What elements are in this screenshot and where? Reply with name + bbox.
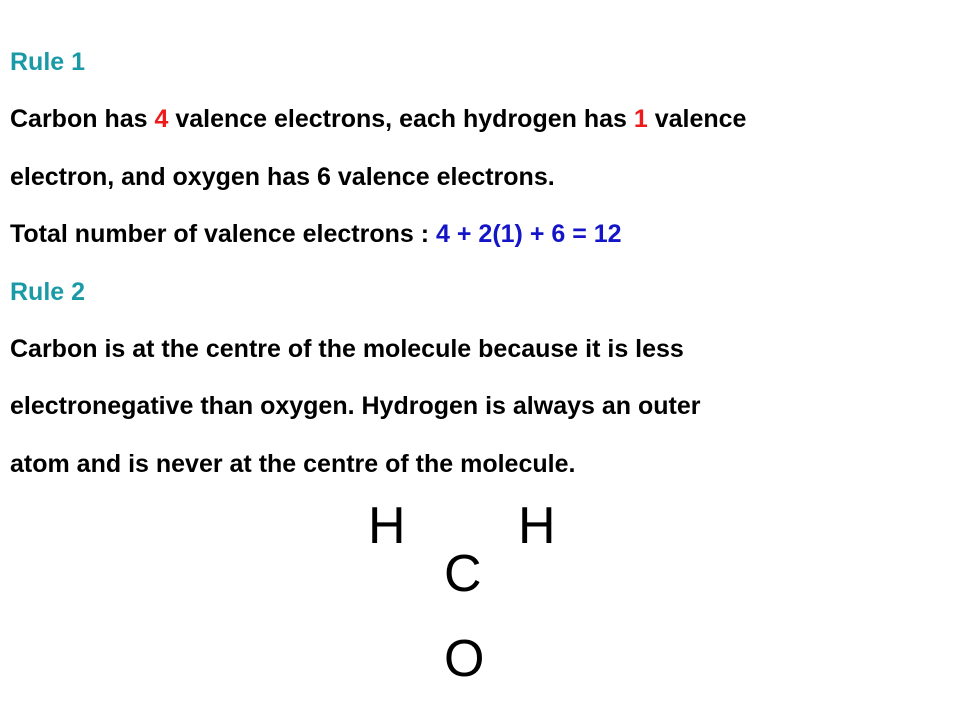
rule-1-line-2: electron, and oxygen has 6 valence electrons. (10, 162, 555, 191)
total-valence-line (10, 206, 955, 263)
slide-body (10, 34, 955, 493)
hydrogen-valence-count: 1 (633, 105, 648, 134)
atom-oxygen: O (444, 630, 485, 688)
rule-2-heading: Rule 2 (10, 277, 86, 306)
atom-hydrogen-left: H (368, 497, 406, 555)
rule-2-line-3: atom and is never at the centre of the molecule. (10, 449, 576, 478)
rule-1-line-1 (10, 91, 955, 148)
rule-1-line-1-part-c: valence (647, 105, 747, 134)
atom-carbon: C (444, 545, 482, 603)
atom-hydrogen-right: H (518, 497, 556, 555)
total-valence-equation: 4 + 2(1) + 6 = 12 (436, 220, 622, 249)
total-valence-label: Total number of valence electrons : (10, 220, 437, 249)
rule-1-line-1-part-a: Carbon has (10, 105, 155, 134)
rule-1-heading: Rule 1 (10, 48, 86, 76)
rule-2-line-1: Carbon is at the centre of the molecule because it is less (10, 334, 684, 363)
rule-1-line-1-part-b: valence electrons, each hydrogen has (168, 105, 634, 134)
carbon-valence-count: 4 (154, 105, 169, 134)
rule-2-line-2: electronegative than oxygen. Hydrogen is always an outer (10, 392, 701, 421)
